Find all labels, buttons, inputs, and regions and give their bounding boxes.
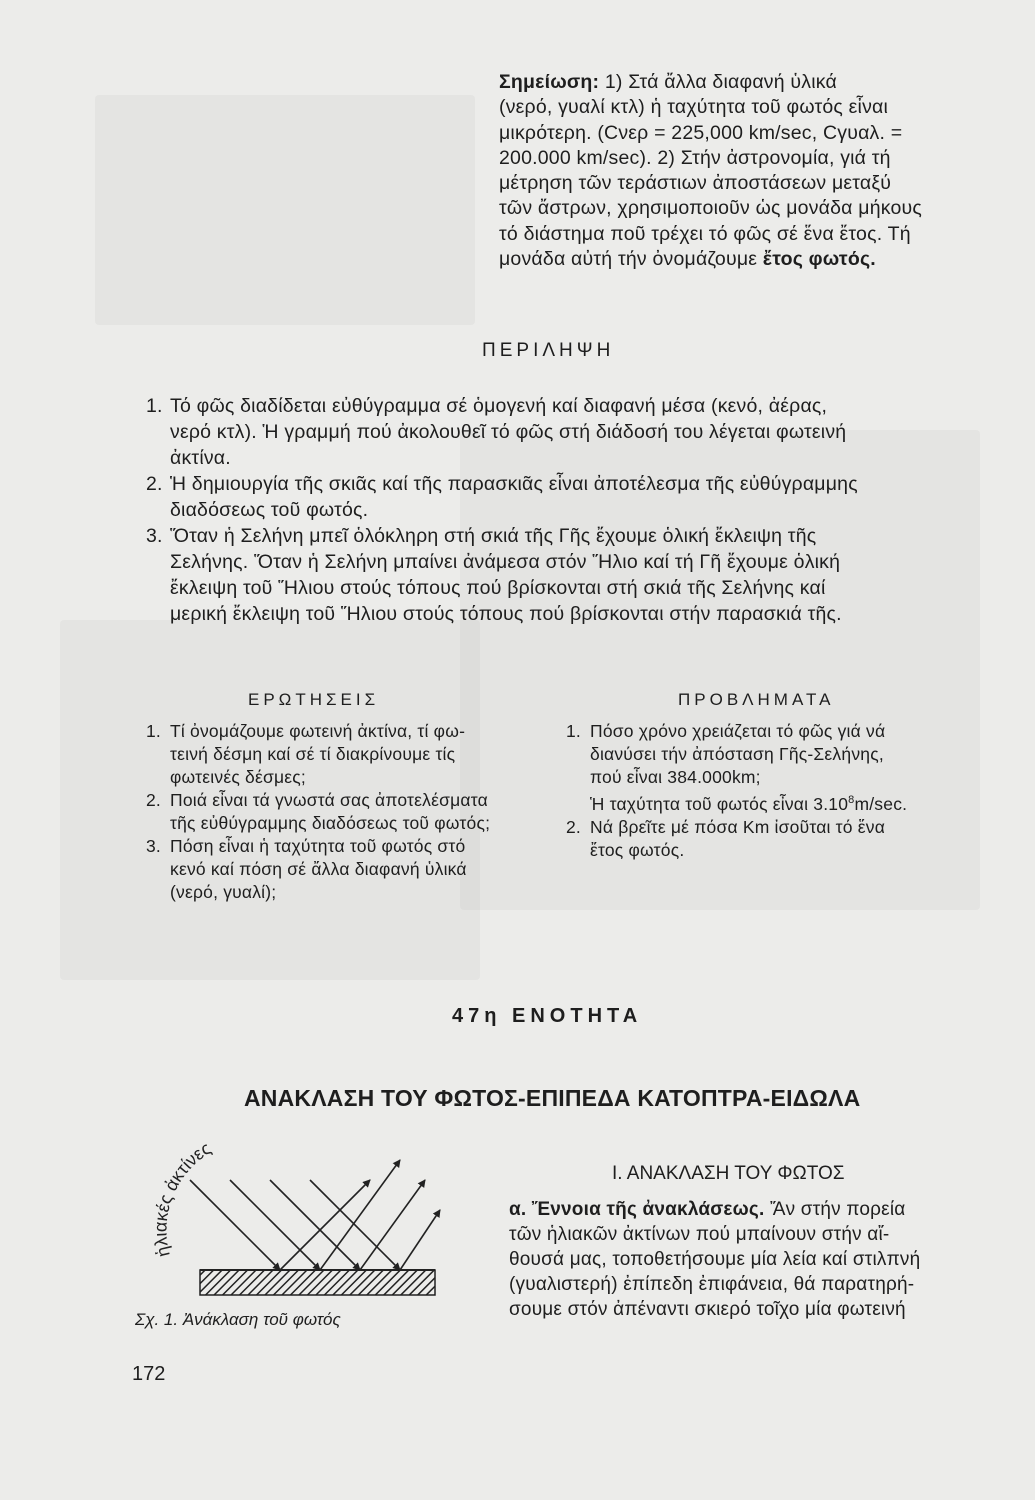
summary-line: μερική ἔκλειψη τοῦ Ἥλιου στούς τόπους πού βρίσκονται στήν παρασκιά τῆς. (170, 603, 842, 625)
note-line: 1) Στά ἄλλα διαφανή ὑλικά (599, 71, 837, 93)
question-item (146, 720, 546, 789)
section-number: 47η ΕΝΟΤΗΤΑ (452, 1005, 643, 1027)
item-number: 1. (146, 721, 161, 741)
answer-prefix: Ἡ ταχύτητα τοῦ φωτός εἶναι 3.10 (590, 793, 849, 814)
lead-bold: α. Ἔννοια τῆς ἀνακλάσεως. (509, 1199, 765, 1220)
question-line: τῆς εὐθύγραμμης διαδόσεως τοῦ φωτός; (170, 813, 491, 833)
question-line: Ποιά εἶναι τά γνωστά σας ἀποτελέσματα (170, 790, 488, 810)
mirror-surface (200, 1270, 435, 1295)
bleed-through-artifact (95, 95, 475, 325)
problem-line: Νά βρεῖτε μέ πόσα Km ἰσοῦται τό ἕνα (590, 816, 886, 837)
summary-line: Σελήνης. Ὅταν ἡ Σελήνη μπαίνει ἀνάμεσα στόν Ἥλιο καί τή Γῆ ἔχουμε ὁλική (170, 551, 841, 573)
reflected-ray (320, 1160, 400, 1270)
summary-line: ἔκλειψη τοῦ Ἥλιου στούς τόπους πού βρίσκονται στή σκιά τῆς Σελήνης καί (170, 577, 826, 599)
note-line: 200.000 km/sec). 2) Στήν ἀστρονομία, γιά τή (499, 146, 891, 169)
note-line: μέτρηση τῶν τεράστιων ἀποστάσεων μεταξύ (499, 172, 892, 195)
note-line: τό διάστημα ποῦ τρέχει τό φῶς σέ ἕνα ἔτος. Τή (499, 222, 911, 245)
note-line: μικρότερη. (Cνερ = 225,000 km/sec, Cγυαλ. = (499, 121, 903, 144)
note-label: Σημείωση: (499, 71, 600, 93)
lead-rest: Ἄν στήν πορεία (764, 1199, 906, 1220)
problem-item (566, 720, 976, 816)
item-number: 2. (566, 816, 581, 837)
questions-list (146, 720, 546, 904)
item-number: 2. (146, 790, 161, 810)
problem-line: πού εἶναι 384.000km; (590, 767, 761, 787)
incident-ray (190, 1180, 280, 1270)
body-line: τῶν ἡλιακῶν ἀκτίνων πού μπαίνουν στήν αἴ- (509, 1224, 890, 1245)
item-number: 1. (146, 395, 163, 417)
body-line: σουμε στόν ἀπέναντι σκιερό τοῖχο μία φωτεινή (509, 1299, 906, 1320)
item-number: 3. (146, 836, 161, 856)
summary-line: Ὅταν ἡ Σελήνη μπεῖ ὁλόκληρη στή σκιά τῆς Γῆς ἔχουμε ὁλική ἔκλειψη τῆς (170, 525, 817, 547)
item-number: 3. (146, 525, 163, 547)
problems-heading: ΠΡΟΒΛΗΜΑΤΑ (678, 690, 835, 709)
problem-line: Πόσο χρόνο χρειάζεται τό φῶς γιά νά (590, 721, 886, 741)
note-line: τῶν ἄστρων, χρησιμοποιοῦν ὡς μονάδα μήκους (499, 197, 922, 220)
body-paragraph (509, 1197, 979, 1322)
reflected-ray (400, 1210, 440, 1270)
summary-line: ἀκτίνα. (170, 447, 231, 469)
page-number: 172 (132, 1363, 166, 1385)
summary-line: νερό κτλ). Ἡ γραμμή πού ἀκολουθεῖ τό φῶς στή διάδοσή του λέγεται φωτεινή (170, 421, 847, 443)
answer-exponent: 8 (848, 794, 855, 806)
problem-line: διανύσει τήν ἀπόσταση Γῆς-Σελήνης, (590, 744, 884, 764)
note-term: ἔτος φωτός. (762, 248, 876, 271)
summary-item (146, 393, 986, 471)
note-line: μονάδα αὐτή τήν ὀνομάζουμε (499, 248, 763, 271)
incident-ray (270, 1180, 360, 1270)
question-line: Πόση εἶναι ἡ ταχύτητα τοῦ φωτός στό (170, 836, 466, 856)
question-line: (νερό, γυαλί); (170, 882, 277, 902)
incident-ray (310, 1180, 400, 1270)
item-number: 2. (146, 473, 163, 495)
summary-line: Τό φῶς διαδίδεται εὐθύγραμμα σέ ὁμογενή καί διαφανή μέσα (κενό, ἀέρας, (170, 395, 828, 417)
summary-heading: ΠΕΡΙΛΗΨΗ (482, 340, 615, 361)
reflection-figure (135, 1110, 455, 1310)
note-block (499, 70, 969, 272)
sun-rays-label (150, 1138, 214, 1259)
summary-line: Ἡ δημιουργία τῆς σκιᾶς καί τῆς παρασκιᾶς εἶναι ἀποτέλεσμα τῆς εὐθύγραμμης (170, 473, 858, 495)
chapter-title: ΑΝΑΚΛΑΣΗ ΤΟΥ ΦΩΤΟΣ-ΕΠΙΠΕΔΑ ΚΑΤΟΠΤΡΑ-ΕΙΔΩΛΑ (244, 1085, 861, 1111)
reflection-diagram (135, 1110, 455, 1310)
questions-heading: ΕΡΩΤΗΣΕΙΣ (248, 690, 380, 709)
answer-suffix: m/sec. (854, 793, 908, 814)
summary-line: διαδόσεως τοῦ φωτός. (170, 499, 369, 521)
figure-caption: Σχ. 1. Ἀνάκλαση τοῦ φωτός (135, 1310, 341, 1329)
question-line: κενό καί πόση σέ ἄλλα διαφανή ὑλικά (170, 859, 467, 879)
body-line: (γυαλιστερή) ἐπίπεδη ἐπιφάνεια, θά παρατηρή- (509, 1274, 915, 1295)
incident-ray (230, 1180, 320, 1270)
problems-list (566, 720, 976, 862)
summary-list (146, 393, 986, 627)
note-line: (νερό, γυαλί κτλ) ἡ ταχύτητα τοῦ φωτός εἶναι (499, 96, 889, 119)
question-item (146, 835, 546, 904)
summary-item (146, 523, 986, 627)
reflected-ray (360, 1180, 425, 1270)
problem-item (566, 816, 976, 862)
body-line: θουσά μας, τοποθετήσουμε μία λεία καί στιλπνή (509, 1249, 921, 1270)
question-line: Τί ὀνομάζουμε φωτεινή ἀκτίνα, τί φω- (170, 721, 466, 741)
question-line: φωτεινές δέσμες; (170, 767, 306, 787)
question-item (146, 789, 546, 835)
summary-item (146, 471, 986, 523)
problem-answer (566, 789, 976, 816)
question-line: τεινή δέσμη καί σέ τί διακρίνουμε τίς (170, 744, 456, 764)
subheading: Ι. ΑΝΑΚΛΑΣΗ ΤΟΥ ΦΩΤΟΣ (612, 1163, 845, 1184)
item-number: 1. (566, 721, 581, 741)
sun-rays-label-path: ἡλιακές ἀκτίνες (150, 1137, 215, 1259)
reflected-ray (280, 1180, 370, 1270)
problem-line: ἔτος φωτός. (590, 839, 685, 860)
